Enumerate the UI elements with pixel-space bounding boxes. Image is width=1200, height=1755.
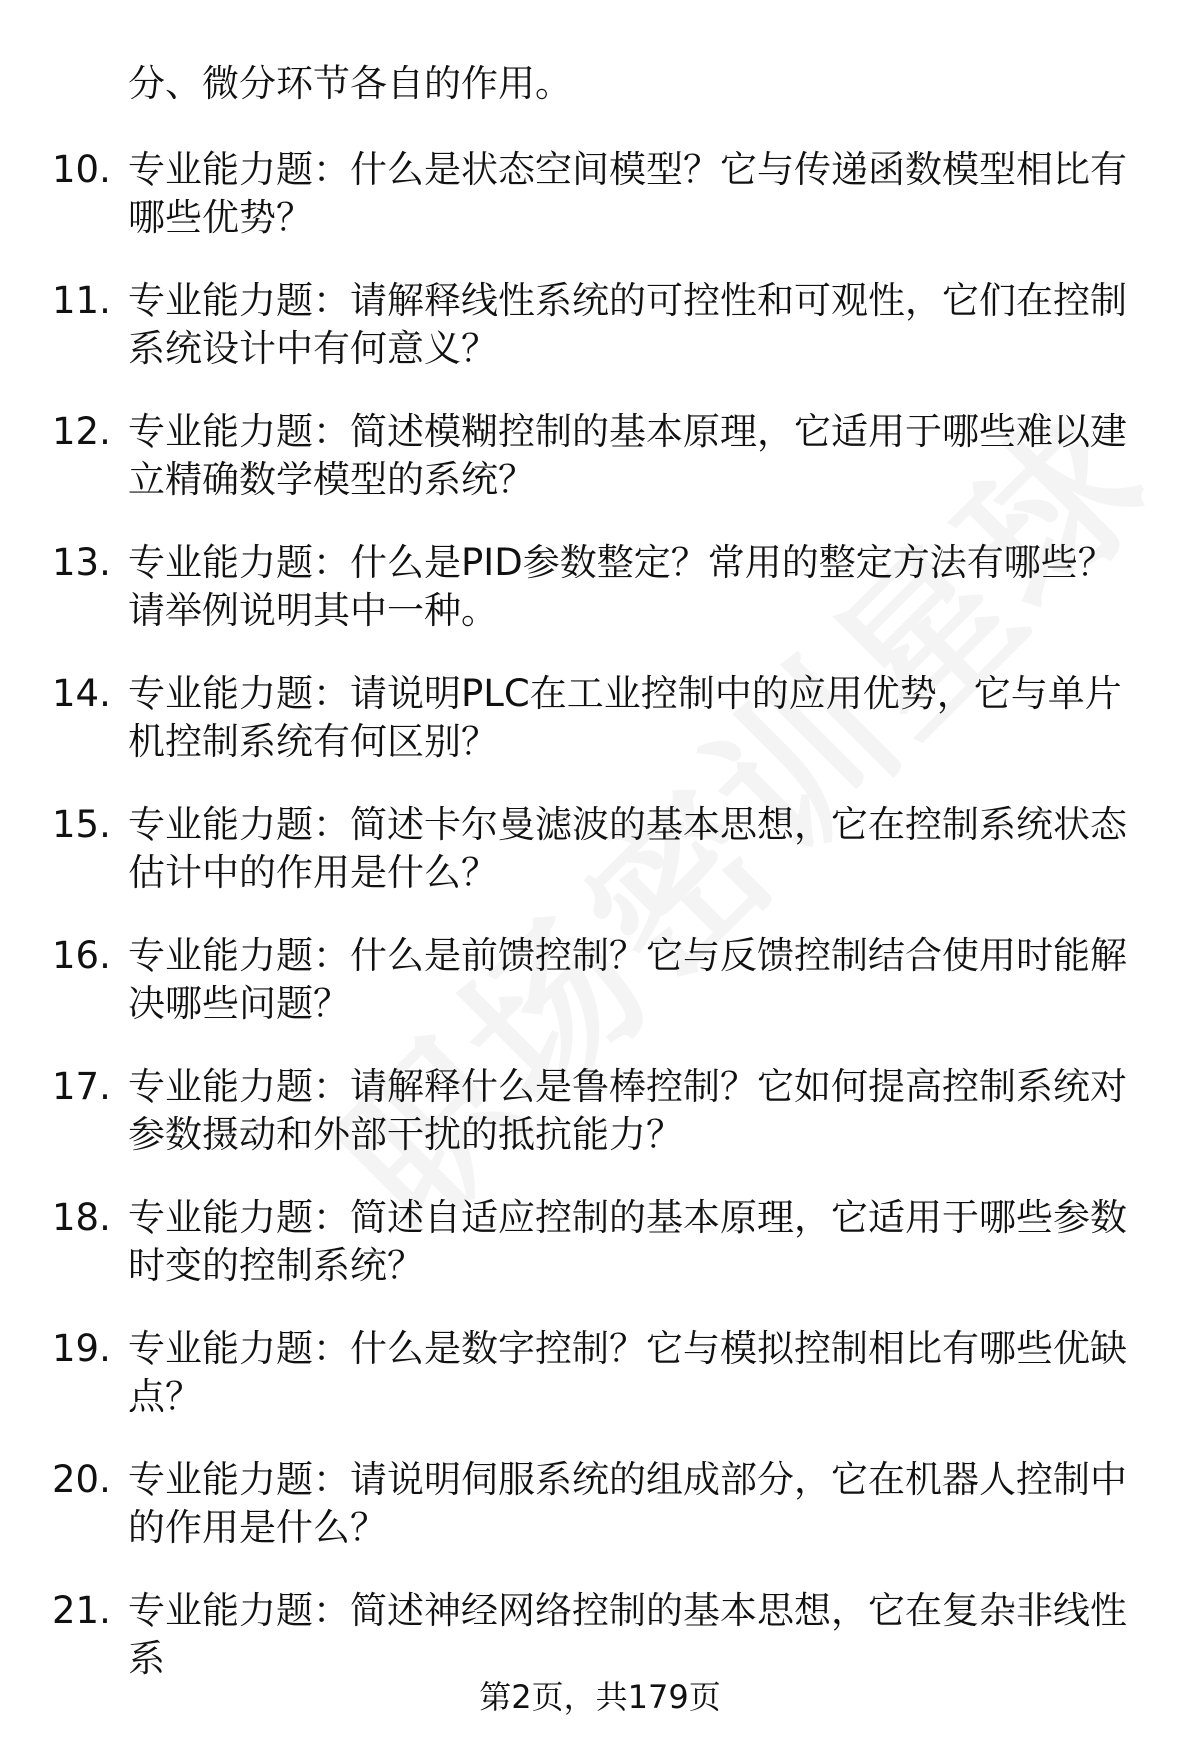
question-text: 专业能力题：什么是PID参数整定？常用的整定方法有哪些？请举例说明其中一种。 <box>128 541 1115 632</box>
question-number: 12. <box>52 410 111 453</box>
question-number: 13. <box>52 541 111 584</box>
list-item <box>52 1063 1152 1194</box>
question-number: 18. <box>52 1196 111 1239</box>
question-number: 17. <box>52 1065 111 1108</box>
list-item <box>52 1194 1152 1325</box>
list-item <box>52 408 1152 539</box>
question-text: 专业能力题：什么是状态空间模型？它与传递函数模型相比有哪些优势？ <box>128 148 1127 239</box>
question-text: 专业能力题：简述卡尔曼滤波的基本思想，它在控制系统状态估计中的作用是什么？ <box>128 803 1127 894</box>
question-number: 11. <box>52 279 111 322</box>
previous-question-continuation: 分、微分环节各自的作用。 <box>128 62 572 105</box>
question-text: 专业能力题：请解释线性系统的可控性和可观性，它们在控制系统设计中有何意义？ <box>128 279 1127 370</box>
question-text: 专业能力题：简述自适应控制的基本原理，它适用于哪些参数时变的控制系统？ <box>128 1196 1127 1287</box>
question-number: 16. <box>52 934 111 977</box>
question-text: 专业能力题：简述模糊控制的基本原理，它适用于哪些难以建立精确数学模型的系统？ <box>128 410 1127 501</box>
question-list <box>52 146 1152 1718</box>
list-item <box>52 1456 1152 1587</box>
question-text: 专业能力题：请解释什么是鲁棒控制？它如何提高控制系统对参数摄动和外部干扰的抵抗能力？ <box>128 1065 1127 1156</box>
question-number: 19. <box>52 1327 111 1370</box>
list-item <box>52 1325 1152 1456</box>
list-item <box>52 539 1152 670</box>
question-text: 专业能力题：什么是前馈控制？它与反馈控制结合使用时能解决哪些问题？ <box>128 934 1127 1025</box>
question-text: 专业能力题：请说明PLC在工业控制中的应用优势，它与单片机控制系统有何区别？ <box>128 672 1122 763</box>
list-item <box>52 801 1152 932</box>
question-text: 专业能力题：什么是数字控制？它与模拟控制相比有哪些优缺点？ <box>128 1327 1127 1418</box>
page-number-footer: 第2页，共179页 <box>479 1678 721 1716</box>
list-item <box>52 932 1152 1063</box>
question-number: 20. <box>52 1458 111 1501</box>
question-number: 15. <box>52 803 111 846</box>
question-text: 专业能力题：请说明伺服系统的组成部分，它在机器人控制中的作用是什么？ <box>128 1458 1127 1549</box>
question-number: 10. <box>52 148 111 191</box>
question-number: 21. <box>52 1589 111 1632</box>
question-text: 专业能力题：简述神经网络控制的基本思想，它在复杂非线性系 <box>128 1589 1127 1680</box>
list-item <box>52 277 1152 408</box>
list-item <box>52 146 1152 277</box>
question-number: 14. <box>52 672 111 715</box>
list-item <box>52 670 1152 801</box>
